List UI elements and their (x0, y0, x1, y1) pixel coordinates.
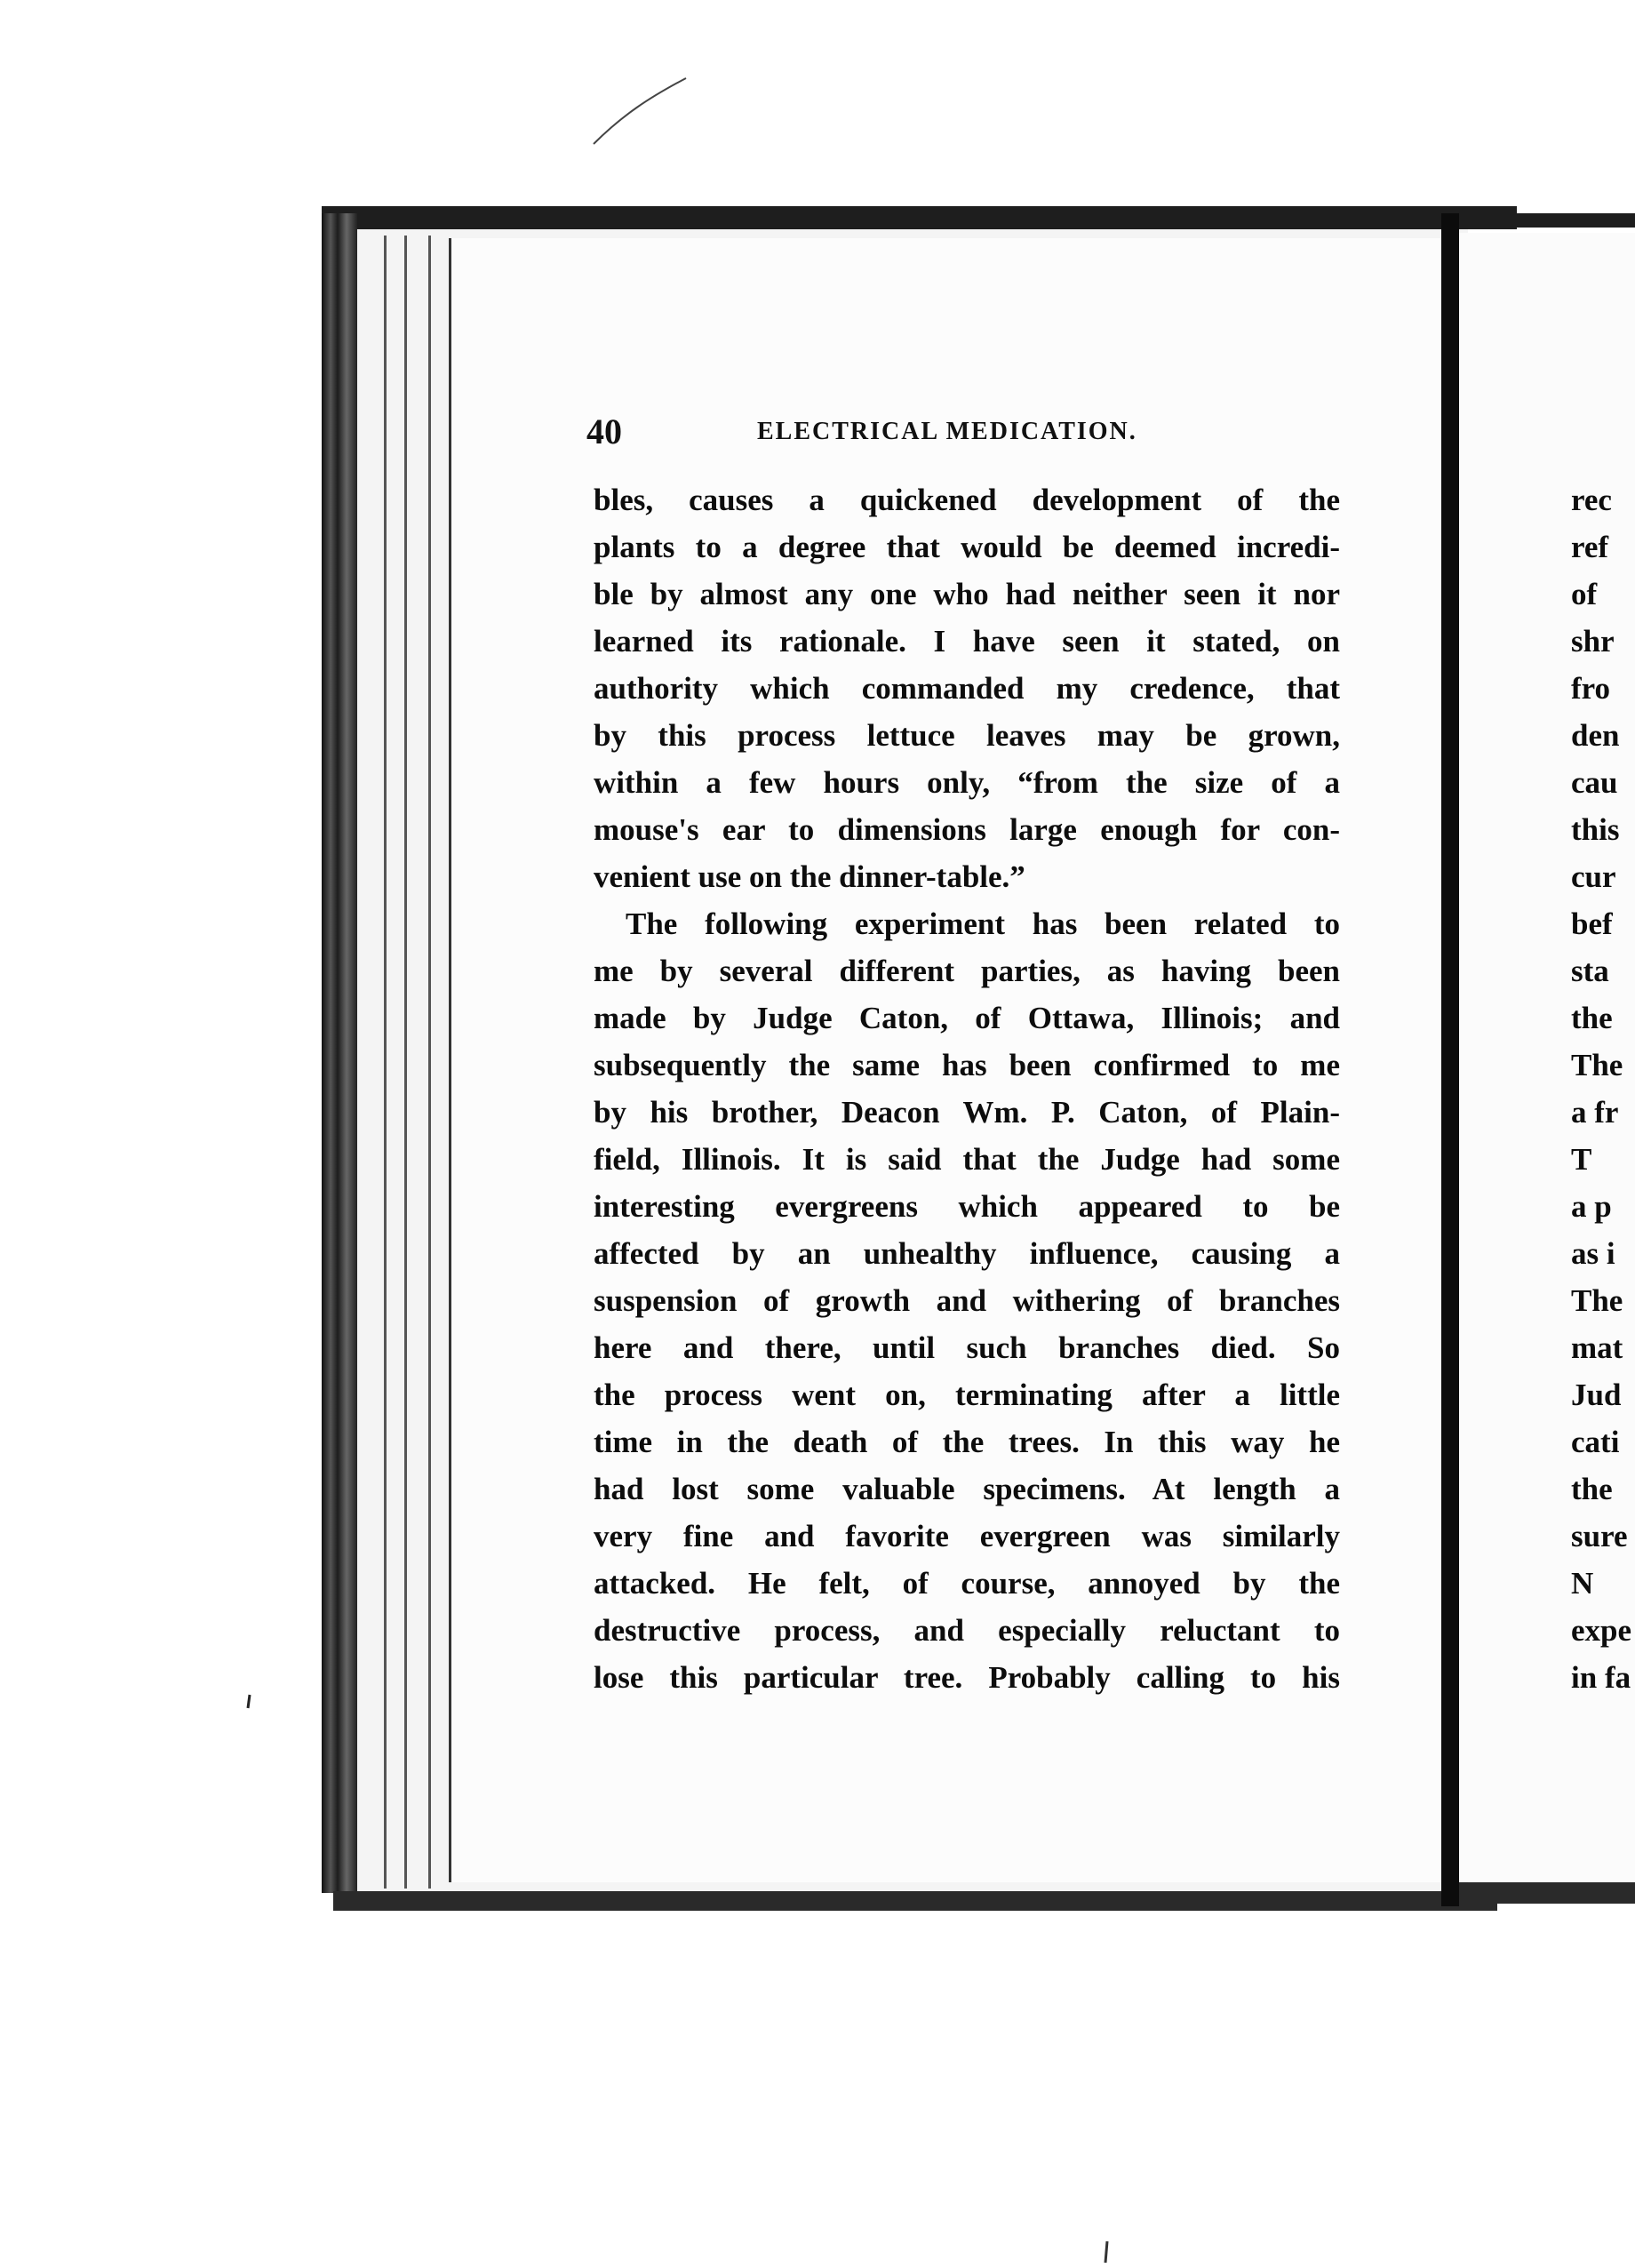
text-line: ble by almost any one who had neither seen it nor (594, 577, 1340, 611)
left-page-text (594, 476, 1340, 1701)
book-bottom-edge (333, 1891, 1497, 1911)
text-line: suspension of growth and withering of branches (594, 1283, 1340, 1318)
text-fragment: sta (1571, 954, 1609, 988)
page-edge-line (404, 236, 407, 1889)
text-line: interesting evergreens which appeared to be (594, 1189, 1340, 1224)
book-spine (322, 213, 357, 1893)
text-fragment: N (1571, 1566, 1594, 1601)
text-fragment: fro (1571, 671, 1611, 706)
text-line: plants to a degree that would be deemed incredi- (594, 530, 1340, 564)
text-fragment: of (1571, 577, 1598, 611)
text-fragment: bef (1571, 906, 1613, 941)
text-fragment: mat (1571, 1330, 1623, 1365)
text-line: attacked. He felt, of course, annoyed by the (594, 1566, 1340, 1601)
paragraph (594, 900, 1340, 1701)
text-line: by his brother, Deacon Wm. P. Caton, of Plain- (594, 1095, 1340, 1130)
pen-stroke-mark (586, 71, 693, 151)
text-line: within a few hours only, “from the size of a (594, 765, 1340, 800)
text-line: The following experiment has been related to (626, 906, 1340, 941)
text-line: learned its rationale. I have seen it stated, on (594, 624, 1340, 659)
text-line: field, Illinois. It is said that the Judge had some (594, 1142, 1340, 1177)
text-fragment: as i (1571, 1236, 1615, 1271)
text-line: here and there, until such branches died. So (594, 1330, 1340, 1365)
text-fragment: cau (1571, 765, 1618, 800)
text-line: mouse's ear to dimensions large enough for con- (594, 812, 1340, 847)
page-number: 40 (586, 411, 622, 451)
right-page-bottom-edge (1459, 1882, 1635, 1904)
page-header-title: ELECTRICAL MEDICATION. (757, 418, 1137, 445)
text-line: destructive process, and especially reluctant to (594, 1613, 1340, 1648)
page-edge-line (428, 236, 431, 1889)
page-edge-line (384, 236, 387, 1889)
right-page-top-edge (1511, 213, 1635, 228)
text-fragment: den (1571, 718, 1620, 753)
dust-speck (1100, 2240, 1113, 2266)
text-line: time in the death of the trees. In this way he (594, 1425, 1340, 1459)
text-fragment: T (1571, 1142, 1592, 1177)
text-fragment: The (1571, 1048, 1623, 1082)
text-line: me by several different parties, as having been (594, 954, 1340, 988)
text-line: lose this particular tree. Probably calling to his (594, 1660, 1340, 1695)
running-head (586, 411, 1351, 455)
text-line: affected by an unhealthy influence, causing a (594, 1236, 1340, 1271)
text-fragment: this (1571, 812, 1620, 847)
text-line: made by Judge Caton, of Ottawa, Illinois; and (594, 1001, 1340, 1035)
text-fragment: a fr (1571, 1095, 1619, 1130)
text-line: bles, causes a quickened development of the (594, 483, 1340, 517)
book-gutter (1441, 213, 1459, 1906)
text-fragment: The (1571, 1283, 1623, 1318)
text-line: the process went on, terminating after a little (594, 1378, 1340, 1412)
text-fragment: shr (1571, 624, 1615, 659)
text-fragment: expe (1571, 1613, 1632, 1648)
text-fragment: ref (1571, 530, 1609, 564)
text-fragment: in fa (1571, 1660, 1631, 1695)
text-line: venient use on the dinner-table.” (594, 859, 1025, 894)
text-fragment: cati (1571, 1425, 1620, 1459)
text-line: subsequently the same has been confirmed to me (594, 1048, 1340, 1082)
text-line: had lost some valuable specimens. At length a (594, 1472, 1340, 1506)
text-line: authority which commanded my credence, that (594, 671, 1340, 706)
text-fragment: a p (1571, 1189, 1612, 1224)
text-line: very fine and favorite evergreen was similarly (594, 1519, 1340, 1553)
dust-speck (244, 1693, 257, 1711)
text-fragment: Jud (1571, 1378, 1622, 1412)
book-top-edge (322, 206, 1517, 229)
paragraph (594, 476, 1340, 900)
right-page-text (1571, 476, 1635, 1701)
text-line: by this process lettuce leaves may be grown, (594, 718, 1340, 753)
text-fragment: rec (1571, 483, 1612, 517)
text-fragment: sure (1571, 1519, 1628, 1553)
text-fragment: cur (1571, 859, 1616, 894)
text-fragment: the (1571, 1001, 1613, 1035)
text-fragment: the (1571, 1472, 1613, 1506)
